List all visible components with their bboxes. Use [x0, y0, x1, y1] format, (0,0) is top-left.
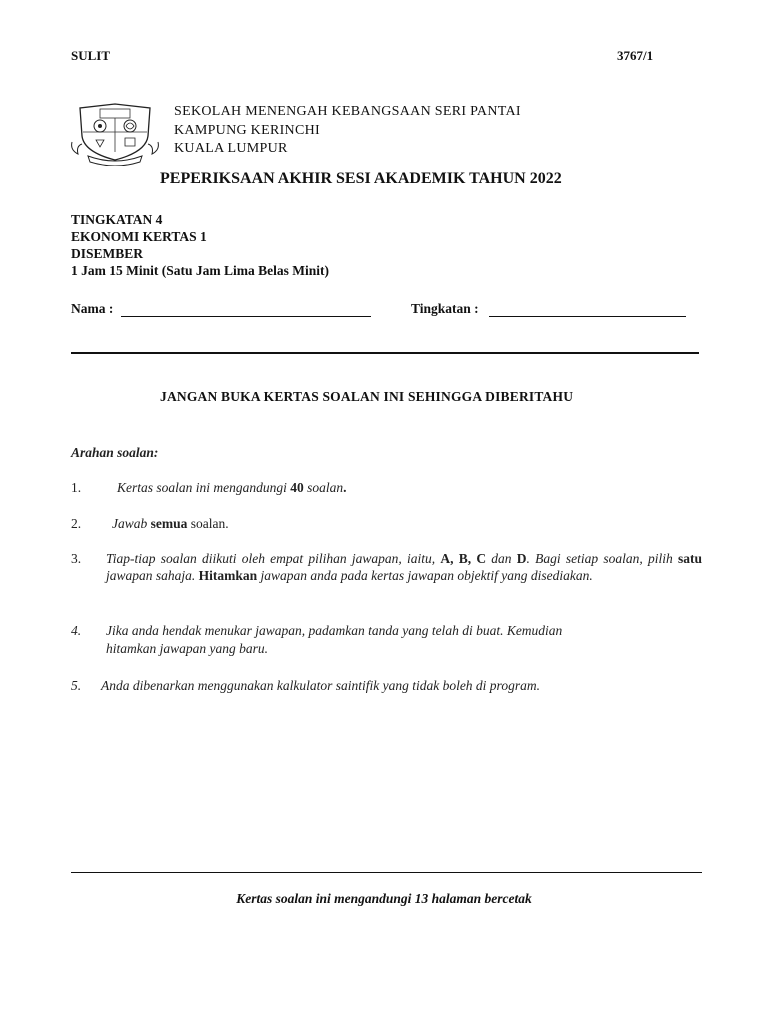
name-field[interactable] — [121, 316, 371, 317]
class-field[interactable] — [489, 316, 686, 317]
school-name: SEKOLAH MENENGAH KEBANGSAAN SERI PANTAI — [174, 104, 521, 119]
instruction-number: 3. — [71, 551, 82, 566]
form-level: TINGKATAN 4 — [71, 212, 163, 227]
instruction-number: 4. — [71, 623, 82, 638]
exam-month: DISEMBER — [71, 246, 144, 261]
instruction-item-line: Jika anda hendak menukar jawapan, padamkan tanda yang telah di buat. Kemudian — [106, 623, 563, 638]
exam-title: PEPERIKSAAN AKHIR SESI AKADEMIK TAHUN 2022 — [160, 170, 562, 187]
school-city: KUALA LUMPUR — [174, 141, 288, 156]
instruction-item: Kertas soalan ini mengandungi 40 soalan. — [117, 480, 347, 495]
instruction-number: 2. — [71, 516, 82, 531]
name-label: Nama : — [71, 301, 114, 316]
instruction-item: Jawab semua soalan. — [112, 516, 229, 531]
instruction-item-line: hitamkan jawapan yang baru. — [106, 641, 268, 656]
instruction-item: Tiap-tiap soalan diikuti oleh empat pilihan jawapan, iaitu, A, B, C dan D. Bagi setiap soalan, pilih satu jawapan sahaja. Hitamkan jawapan anda pada kertas jawapan objektif yang disediakan. — [106, 551, 702, 583]
warning-notice: JANGAN BUKA KERTAS SOALAN INI SEHINGGA DIBERITAHU — [160, 389, 574, 404]
instruction-number: 5. — [71, 678, 82, 693]
exam-duration: 1 Jam 15 Minit (Satu Jam Lima Belas Minit) — [71, 263, 329, 278]
school-crest-icon — [68, 100, 162, 166]
class-label: Tingkatan : — [411, 301, 479, 316]
footer-divider — [71, 872, 702, 873]
instruction-number: 1. — [71, 480, 82, 495]
school-address-line: KAMPUNG KERINCHI — [174, 123, 320, 138]
header-divider — [71, 352, 699, 354]
instructions-heading: Arahan soalan: — [71, 445, 159, 460]
page-count-note: Kertas soalan ini mengandungi 13 halaman bercetak — [236, 891, 532, 906]
header-classification: SULIT — [71, 48, 111, 63]
subject: EKONOMI KERTAS 1 — [71, 229, 207, 244]
paper-code: 3767/1 — [617, 48, 654, 63]
instruction-item: Anda dibenarkan menggunakan kalkulator saintifik yang tidak boleh di program. — [101, 678, 540, 693]
